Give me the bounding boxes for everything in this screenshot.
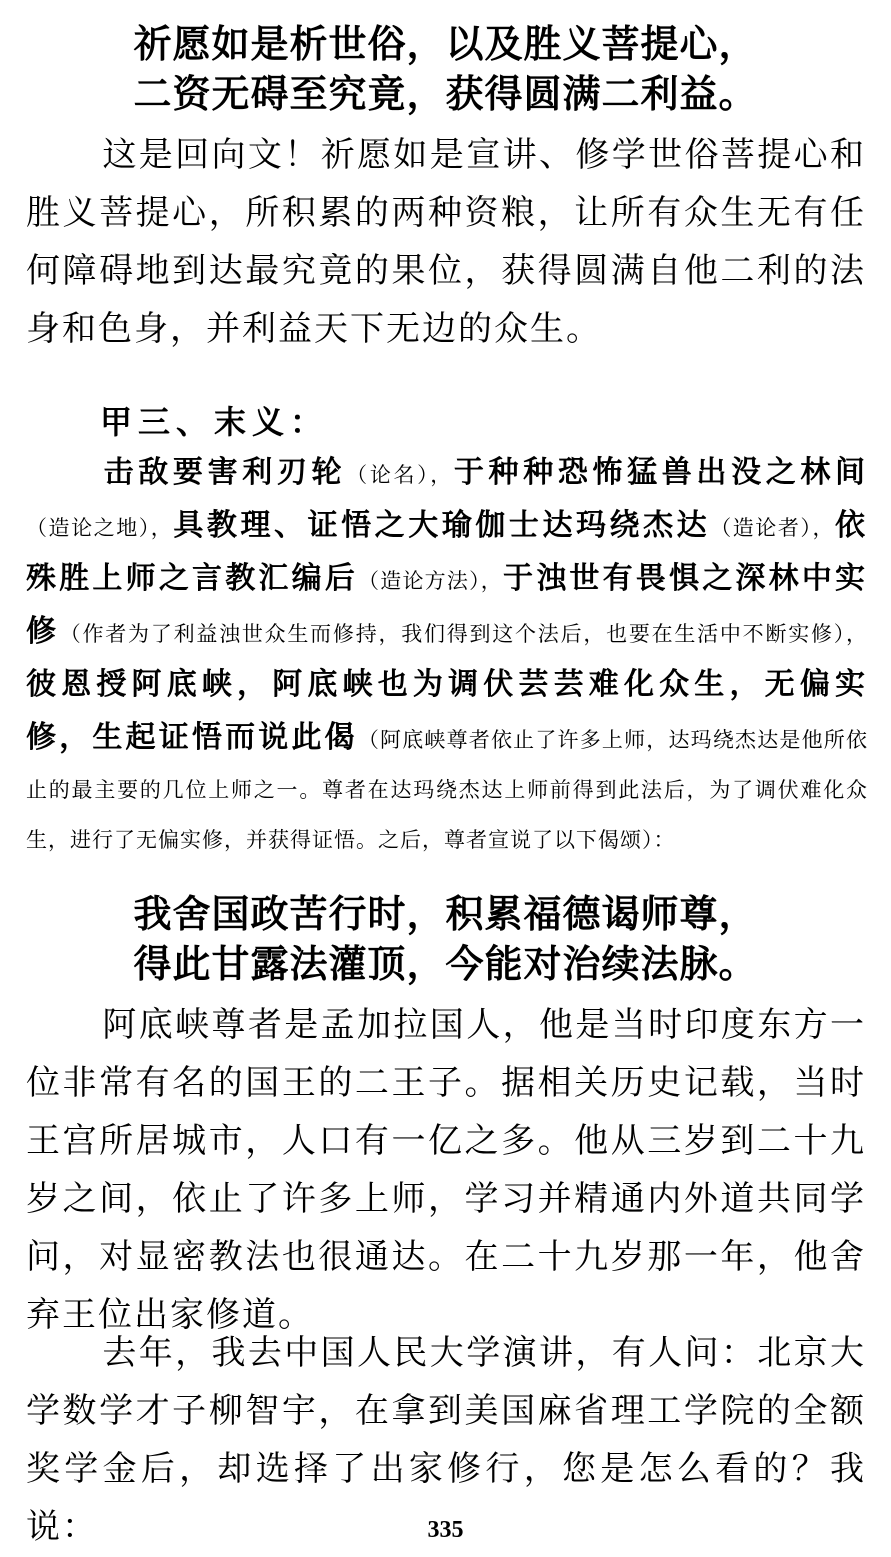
verse-line: 得此甘露法灌顶，今能对治续法脉。 (133, 941, 758, 986)
verse-opening (0, 19, 891, 119)
verse-line: 我舍国政苦行时，积累福德谒师尊， (133, 891, 758, 936)
gloss: （造论之地）， (26, 516, 174, 540)
verse-atisha (0, 889, 891, 989)
gloss: （造论方法）， (358, 569, 503, 593)
gloss: （作者为了利益浊世众生而修持，我们得到这个法后，也要在生活中不断实修）， (59, 622, 868, 646)
commentary-paragraph (26, 448, 868, 866)
dedication-explanation (26, 126, 866, 358)
gloss: （论名）， (346, 463, 454, 487)
paragraph-text: 这是回向文！祈愿如是宣讲、修学世俗菩提心和胜义菩提心，所积累的两种资粮，让所有众生无有任何障碍地到达最究竟的果位，获得圆满自他二利的法身和色身，并利益天下无边的众生。 (26, 135, 866, 349)
verse-line: 二资无碍至究竟，获得圆满二利益。 (133, 71, 758, 116)
gloss: （造论者）， (710, 516, 836, 540)
atisha-biography (26, 996, 866, 1344)
verse-line: 祈愿如是析世俗，以及胜义菩提心， (133, 21, 758, 66)
root-text: 于种种恐怖猛兽出没之林间 (453, 455, 869, 490)
page-number: 335 (427, 1517, 464, 1543)
section-heading: 甲三、末义： (100, 403, 329, 441)
root-text: 彼恩授阿底峡，阿底峡也为调伏芸芸难化众生，无偏实修，生起证悟而说此偈 (26, 667, 868, 755)
root-text: 具教理、证悟之大瑜伽士达玛绕杰达 (173, 508, 711, 543)
gloss: （阿底峡尊者依止了许多上师，达玛绕杰达是他所依止的最主要的几位上师之一。尊者在达玛绕杰达上师前得到此法后，为了调伏难化众生，进行了无偏实修，并获得证悟。之后，尊者宣说了以下偈颂）： (26, 728, 868, 852)
root-text: 于浊世有畏惧之深林中实修 (26, 561, 869, 649)
paragraph-text: 阿底峡尊者是孟加拉国人，他是当时印度东方一位非常有名的国王的二王子。据相关历史记载，当时王宫所居城市，人口有一亿之多。他从三岁到二十九岁之间，依止了许多上师，学习并精通内外道共同学问，对显密教法也很通达。在二十九岁那一年，他舍弃王位出家修道。 (26, 1005, 866, 1335)
root-text: 击敌要害利刃轮 (102, 455, 347, 490)
paragraph-text: 去年，我去中国人民大学演讲，有人问：北京大学数学才子柳智宇，在拿到美国麻省理工学院的全额奖学金后，却选择了出家修行，您是怎么看的？我说： (26, 1333, 866, 1547)
root-text: 依殊胜上师之言教汇编后 (26, 508, 869, 596)
